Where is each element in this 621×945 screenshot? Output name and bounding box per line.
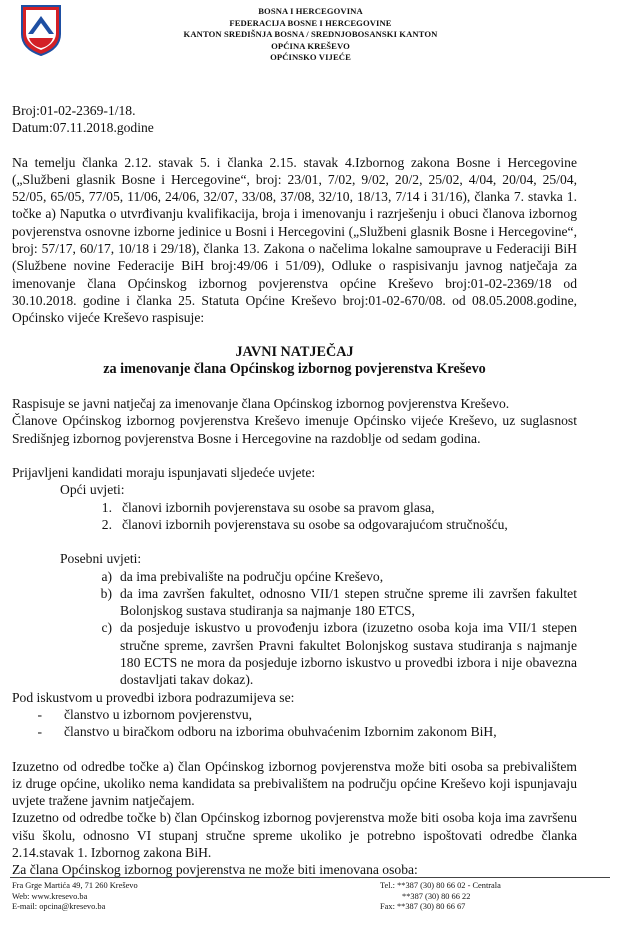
footer-contact-right — [380, 881, 501, 913]
list-text: članstvo u izbornom povjerenstvu, — [64, 706, 253, 722]
footer-web-link[interactable]: Web: www.kresevo.ba — [12, 891, 88, 901]
letterhead — [0, 6, 621, 64]
list-item — [12, 585, 577, 620]
list-marker: 1. — [101, 499, 112, 515]
list-text: članstvo u biračkom odboru na izborima obuhvaćenim Izbornim zakonom BiH, — [64, 724, 497, 740]
document-number: Broj:01-02-2369-1/18. — [12, 103, 136, 118]
special-conditions-list — [12, 568, 577, 689]
list-marker: - — [37, 706, 42, 722]
intro-paragraph-1: Raspisuje se javni natječaj za imenovanje člana Općinskog izbornog povjerenstva Kreševo. — [12, 396, 510, 412]
list-marker: c) — [101, 620, 112, 636]
exception-b-paragraph: Izuzetno od odredbe točke b) član Općinskog izbornog povjerenstva može biti osoba koja ima završenu višu školu, odnosno VI stupanj stručne spreme ukoliko je potrebno ispoštovati odredbe članka 2.14.stavak 1. Izbornog zakona BiH. — [12, 810, 577, 860]
list-text: članovi izbornih povjerenstava su osobe sa odgovarajućom stručnošću, — [122, 516, 508, 532]
list-marker: b) — [100, 585, 112, 601]
header-canton: KANTON SREDIŠNJA BOSNA / SREDNJOBOSANSKI KANTON — [183, 29, 438, 40]
preamble: Na temelju članka 2.12. stavak 5. i članka 2.15. stavak 4.Izbornog zakona Bosne i Hercegovine („Službeni glasnik Bosne i Hercegovine“, broj: 23/01, 7/02, 9/02, 20/2, 25/02, 4/04, 20/04, 25/04, 52/05, 65/05, 77/05, 11/06, 24/06, 32/07, 33/08, 37/08, 32/10, 18/13, 7/14 i 31/16), članka 7. stavka 1. točke a) Naputka o utvrđivanju kvalifikacija, broja i imenovanju i razrješenju i obuci članova izbornog povjerenstva osnovne izborne jedinice u Bosni i Hercegovini („Službeni glasnik Bosne i Hercegovine“, broj: 57/17, 60/17, 10/18 i 29/18), članka 13. Zakona o načelima lokalne samouprave u Federaciji BiH (Službene novine Federacije BiH broj:49/06 i 51/09), Odluke o raspisivanju javnog natječaja za imenovanje člana Općinskog izbornog povjerenstva općine Kreševo broj:01-02-2369/18 od 30.10.2018. godine i članka 25. Statuta Općine Kreševo broj:01-02-670/08. od 08.05.2008.godine, Općinsko vijeće Kreševo raspisuje: — [12, 154, 577, 326]
list-marker: 2. — [101, 516, 112, 532]
footer-email-link[interactable]: E-mail: opcina@kresevo.ba — [12, 902, 106, 912]
header-municipality: OPĆINA KREŠEVO — [271, 40, 350, 51]
ineligible-lead: Za člana Općinskog izbornog povjerenstva ne može biti imenovana osoba: — [12, 862, 418, 878]
list-item — [12, 706, 577, 723]
list-marker: a) — [101, 568, 112, 584]
footer-phone-central: Tel.: **387 (30) 80 66 02 - Centrala — [380, 881, 501, 890]
list-item — [12, 568, 577, 585]
footer-fax: Fax: **387 (30) 80 66 67 — [380, 902, 466, 912]
footer-phone-2: **387 (30) 80 66 22 — [402, 891, 471, 901]
experience-list — [12, 706, 577, 741]
footer-address: Fra Grge Martića 49, 71 260 Kreševo — [12, 881, 138, 890]
list-item — [12, 499, 577, 516]
special-conditions-label: Posebni uvjeti: — [60, 551, 142, 567]
list-item — [12, 619, 577, 688]
list-marker: - — [37, 724, 42, 740]
list-item — [12, 723, 577, 740]
notice-subtitle: za imenovanje člana Općinskog izbornog povjerenstva Kreševo — [103, 360, 486, 377]
list-text: članovi izbornih povjerenstava su osobe sa pravom glasa, — [122, 499, 435, 515]
notice-title: JAVNI NATJEČAJ — [235, 343, 354, 360]
document-body — [12, 102, 577, 879]
header-council: OPĆINSKO VIJEĆE — [270, 52, 351, 63]
document-date: Datum:07.11.2018.godine — [12, 120, 154, 136]
header-country: BOSNA I HERCEGOVINA — [258, 6, 363, 16]
general-conditions-label: Opći uvjeti: — [60, 482, 125, 498]
experience-lead: Pod iskustvom u provedbi izbora podrazumijeva se: — [12, 689, 295, 705]
list-text: da posjeduje iskustvo u provođenju izbora (izuzetno osoba koja ima VII/1 stepen stručne spreme, završen Pravni fakultet Bolonjskog sustava studiranja s najmanje 180 ECTS ne mora da posjeduje izborno iskustvo u provedbi izbora i nije obavezna dostavljati takav dokaz). — [120, 620, 577, 688]
footer-divider — [10, 877, 610, 878]
general-conditions-list — [12, 499, 577, 534]
list-text: da ima završen fakultet, odnosno VII/1 stepen stručne spreme ili završen fakultet Bolonjskog sustava studiranja sa najmanje 180 ETCS, — [120, 585, 577, 619]
conditions-lead: Prijavljeni kandidati moraju ispunjavati sljedeće uvjete: — [12, 465, 316, 481]
header-federation: FEDERACIJA BOSNE I HERCEGOVINE — [229, 17, 392, 28]
exception-a-paragraph: Izuzetno od odredbe točke a) član Općinskog izbornog povjerenstva može biti osoba sa prebivalištem iz druge općine, ukoliko nema kandidata sa prebivalištem na području općine Kreševo koji ispunjavaju uvjete tražene javnim natječajem. — [12, 758, 577, 809]
list-text: da ima prebivalište na području općine Kreševo, — [120, 568, 384, 584]
list-item — [12, 516, 577, 533]
intro-paragraph-2: Članove Općinskog izbornog povjerenstva Kreševo imenuje Općinsko vijeće Kreševo, uz suglasnost Središnjeg izbornog povjerenstva Bosne i Hercegovine na razdoblje od sedam godina. — [12, 413, 577, 446]
footer-contact-left — [12, 881, 138, 913]
